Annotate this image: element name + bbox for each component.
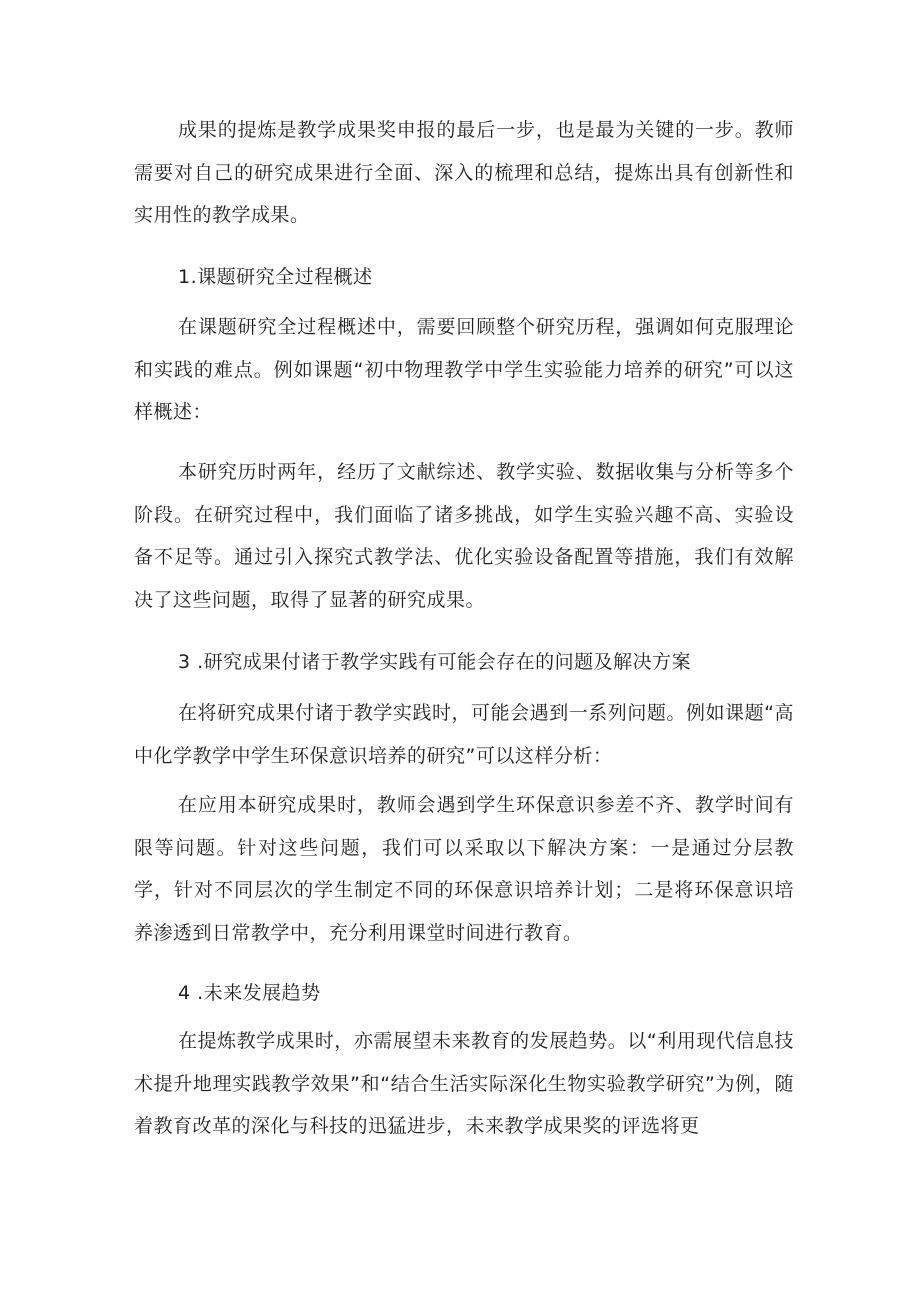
- paragraph-research-example: 本研究历时两年，经历了文献综述、教学实验、数据收集与分析等多个阶段。在研究过程中，我们面临了诸多挑战，如学生实验兴趣不高、实验设备不足等。通过引入探究式教学法、优化实验设备配置等措施，我们有效解决了这些问题，取得了显著的研究成果。: [134, 461, 794, 611]
- paragraph-overview: 在课题研究全过程概述中，需要回顾整个研究历程，强调如何克服理论和实践的难点。例如课题“初中物理教学中学生实验能力培养的研究”可以这样概述：: [134, 316, 794, 423]
- section-heading-4: 4 .未来发展趋势: [178, 982, 321, 1004]
- text-block-2: [134, 256, 794, 299]
- paragraph-intro: 成果的提炼是教学成果奖申报的最后一步，也是最为关键的一步。教师需要对自己的研究成果进行全面、深入的梳理和总结，提炼出具有创新性和实用性的教学成果。: [134, 119, 794, 226]
- text-block-9: [134, 1020, 794, 1148]
- section-heading-1: 1.课题研究全过程概述: [178, 266, 373, 288]
- text-block-3: [134, 306, 794, 434]
- text-block-5: [134, 641, 794, 684]
- text-block-1: [134, 109, 794, 237]
- text-block-4: [134, 451, 794, 621]
- section-heading-3: 3 .研究成果付诸于教学实践有可能会存在的问题及解决方案: [178, 651, 692, 673]
- text-block-8: [134, 972, 794, 1015]
- paragraph-future-trends: 在提炼教学成果时，亦需展望未来教育的发展趋势。以“利用现代信息技术提升地理实践教学效果”和“结合生活实际深化生物实验教学研究”为例，随着教育改革的深化与科技的迅猛进步，未来教学成果奖的评选将更: [134, 1030, 794, 1137]
- paragraph-practice-problems: 在将研究成果付诸于教学实践时，可能会遇到一系列问题。例如课题“高中化学教学中学生环保意识培养的研究”可以这样分析：: [134, 702, 794, 767]
- text-block-6: [134, 692, 794, 777]
- paragraph-solutions: 在应用本研究成果时，教师会遇到学生环保意识参差不齐、教学时间有限等问题。针对这些问题，我们可以采取以下解决方案：一是通过分层教学，针对不同层次的学生制定不同的环保意识培养计划；二是将环保意识培养渗透到日常教学中，充分利用课堂时间进行教育。: [134, 794, 794, 944]
- text-block-7: [134, 784, 794, 954]
